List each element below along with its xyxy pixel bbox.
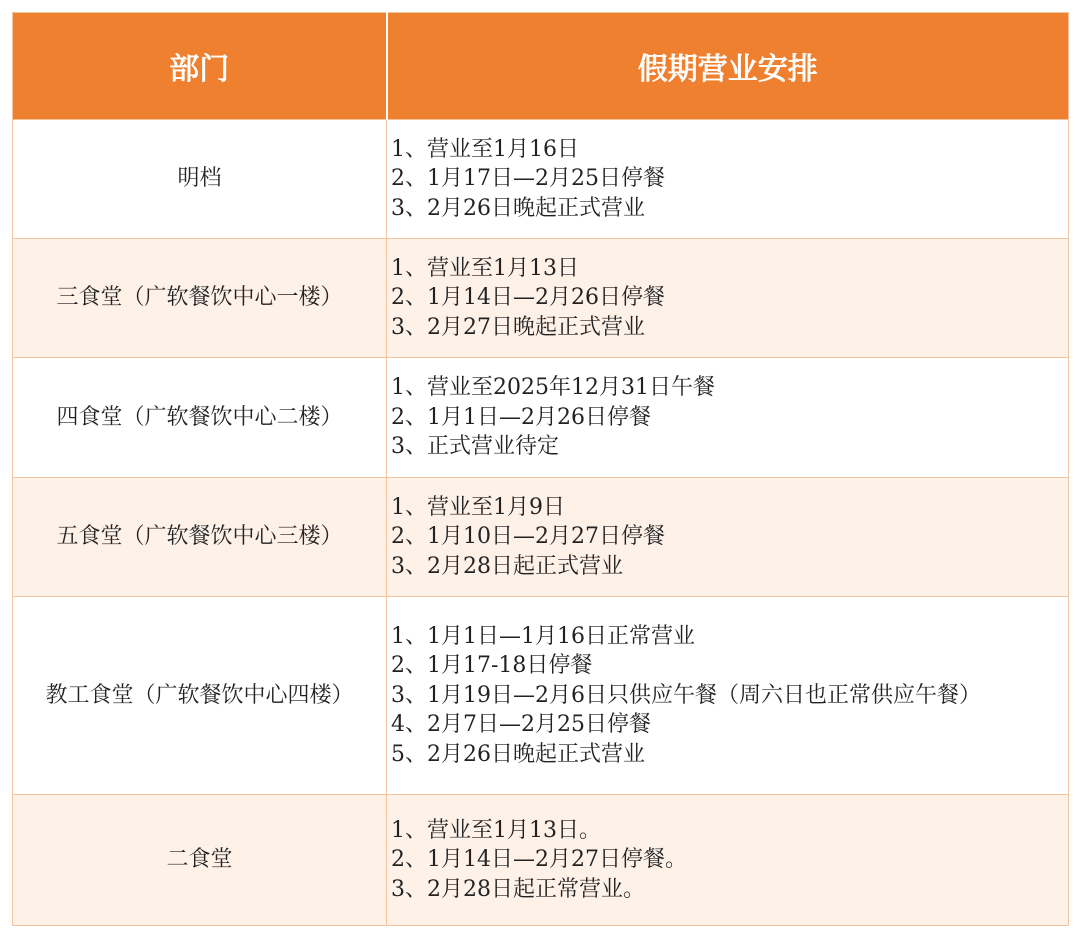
schedule-line: 2、1月17-18日停餐 <box>391 653 593 679</box>
header-row <box>13 13 1069 120</box>
schedule-line: 3、2月26日晚起正式营业 <box>391 195 645 221</box>
dept-cell: 四食堂（广软餐饮中心二楼） <box>13 358 387 478</box>
schedule-line: 3、1月19日—2月6日只供应午餐（周六日也正常供应午餐） <box>391 682 981 708</box>
schedule-line: 3、2月28日起正常营业。 <box>391 876 645 902</box>
dept-cell: 三食堂（广软餐饮中心一楼） <box>13 239 387 358</box>
schedule-line: 1、营业至1月13日。 <box>391 817 601 843</box>
table-row <box>13 478 1069 597</box>
schedule-line: 4、2月7日—2月25日停餐 <box>391 712 651 738</box>
schedule-line: 1、1月1日—1月16日正常营业 <box>391 623 695 649</box>
schedule-line: 2、1月17日—2月25日停餐 <box>391 166 665 192</box>
schedule-cell <box>387 239 1069 358</box>
schedule-line: 1、营业至2025年12月31日午餐 <box>391 375 715 401</box>
schedule-cell <box>387 120 1069 239</box>
schedule-cell <box>387 478 1069 597</box>
schedule-line: 5、2月26日晚起正式营业 <box>391 741 645 767</box>
schedule-line: 1、营业至1月16日 <box>391 136 579 162</box>
table-row <box>13 795 1069 926</box>
schedule-line: 3、正式营业待定 <box>391 434 559 460</box>
dept-cell: 二食堂 <box>13 795 387 926</box>
schedule-line: 1、营业至1月13日 <box>391 255 579 281</box>
table-row <box>13 597 1069 795</box>
table-row <box>13 358 1069 478</box>
schedule-line: 1、营业至1月9日 <box>391 494 565 520</box>
schedule-line: 2、1月10日—2月27日停餐 <box>391 524 665 550</box>
schedule-line: 3、2月28日起正式营业 <box>391 553 623 579</box>
schedule-line: 2、1月1日—2月26日停餐 <box>391 404 651 430</box>
dept-cell: 教工食堂（广软餐饮中心四楼） <box>13 597 387 795</box>
table-row <box>13 120 1069 239</box>
dept-cell: 五食堂（广软餐饮中心三楼） <box>13 478 387 597</box>
dept-cell: 明档 <box>13 120 387 239</box>
schedule-cell <box>387 358 1069 478</box>
schedule-cell <box>387 597 1069 795</box>
header-schedule: 假期营业安排 <box>387 13 1069 120</box>
schedule-line: 2、1月14日—2月26日停餐 <box>391 285 665 311</box>
schedule-line: 3、2月27日晚起正式营业 <box>391 314 645 340</box>
header-dept: 部门 <box>13 13 387 120</box>
schedule-table <box>12 12 1069 926</box>
schedule-line: 2、1月14日—2月27日停餐。 <box>391 847 687 873</box>
schedule-cell <box>387 795 1069 926</box>
table-row <box>13 239 1069 358</box>
